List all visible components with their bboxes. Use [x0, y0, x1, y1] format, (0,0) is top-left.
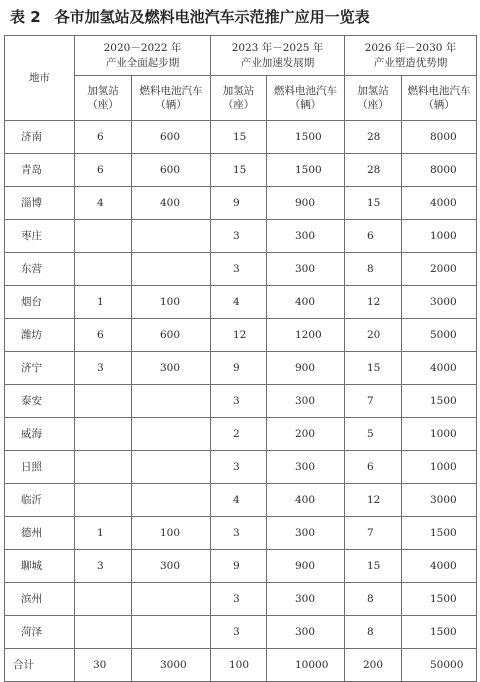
table-row	[5, 220, 477, 253]
vehicle-count-cell: 1500	[402, 517, 477, 550]
vehicle-count-cell: 400	[267, 286, 345, 319]
city-cell: 东营	[5, 253, 75, 286]
table-row	[5, 517, 477, 550]
station-count-cell: 28	[345, 121, 402, 154]
vehicle-count-cell: 4000	[402, 352, 477, 385]
station-count-cell: 6	[75, 154, 132, 187]
vehicle-count-cell: 1500	[267, 121, 345, 154]
vehicle-count-cell: 300	[267, 220, 345, 253]
station-count-cell: 15	[345, 352, 402, 385]
vehicle-count-cell: 600	[132, 154, 211, 187]
table-row	[5, 154, 477, 187]
vehicle-count-cell	[132, 583, 211, 616]
city-cell: 聊城	[5, 550, 75, 583]
table-body	[5, 121, 477, 682]
vehicle-count-cell: 600	[132, 319, 211, 352]
vehicle-count-cell: 200	[267, 418, 345, 451]
vehicle-count-cell: 300	[267, 616, 345, 649]
vehicle-count-cell: 1000	[402, 418, 477, 451]
station-count-cell: 3	[211, 451, 267, 484]
station-count-cell: 2	[211, 418, 267, 451]
vehicle-count-cell: 300	[267, 517, 345, 550]
table-row	[5, 451, 477, 484]
vehicle-count-cell: 300	[267, 253, 345, 286]
vehicle-count-cell: 400	[267, 484, 345, 517]
city-cell: 淄博	[5, 187, 75, 220]
station-count-cell: 3	[75, 550, 132, 583]
station-count-cell	[75, 418, 132, 451]
station-count-cell: 12	[345, 484, 402, 517]
station-column-header: 加氢站 （座）	[75, 76, 132, 121]
city-cell: 日照	[5, 451, 75, 484]
period-header	[345, 36, 477, 76]
period-phase: 产业塑造优势期	[373, 56, 448, 69]
city-cell: 德州	[5, 517, 75, 550]
vehicle-count-cell: 3000	[402, 484, 477, 517]
vehicle-column-header: 燃料电池汽车 （辆）	[402, 76, 477, 121]
table-caption	[10, 2, 370, 30]
city-cell: 威海	[5, 418, 75, 451]
station-count-cell: 8	[345, 583, 402, 616]
vehicle-count-cell	[132, 451, 211, 484]
period-years: 2023 年－2025 年	[231, 42, 324, 55]
city-cell: 枣庄	[5, 220, 75, 253]
city-cell: 滨州	[5, 583, 75, 616]
city-cell: 济宁	[5, 352, 75, 385]
vehicle-count-cell	[132, 418, 211, 451]
vehicle-column-header: 燃料电池汽车 （辆）	[132, 76, 211, 121]
table-row	[5, 616, 477, 649]
station-count-cell: 3	[211, 220, 267, 253]
subheader-row	[5, 76, 477, 121]
station-count-cell: 5	[345, 418, 402, 451]
vehicle-count-cell: 900	[267, 352, 345, 385]
vehicle-count-cell: 300	[132, 352, 211, 385]
vehicle-count-cell: 300	[267, 451, 345, 484]
vehicle-count-cell	[132, 385, 211, 418]
station-count-cell: 3	[211, 583, 267, 616]
period-header	[211, 36, 345, 76]
total-row	[5, 649, 477, 682]
period-years: 2020－2022 年	[103, 42, 182, 55]
vehicle-count-cell: 400	[132, 187, 211, 220]
vehicle-count-cell: 1000	[402, 220, 477, 253]
station-count-cell: 200	[345, 649, 402, 682]
station-count-cell: 9	[211, 550, 267, 583]
city-cell: 潍坊	[5, 319, 75, 352]
station-count-cell: 3	[211, 616, 267, 649]
vehicle-count-cell: 1500	[402, 583, 477, 616]
vehicle-count-cell: 5000	[402, 319, 477, 352]
station-count-cell: 3	[211, 385, 267, 418]
station-count-cell: 1	[75, 286, 132, 319]
table-row	[5, 484, 477, 517]
vehicle-count-cell: 300	[267, 583, 345, 616]
station-count-cell: 8	[345, 616, 402, 649]
vehicle-count-cell	[132, 220, 211, 253]
table-row	[5, 352, 477, 385]
station-count-cell: 3	[211, 517, 267, 550]
station-count-cell: 20	[345, 319, 402, 352]
vehicle-column-header: 燃料电池汽车 （辆）	[267, 76, 345, 121]
station-count-cell	[75, 616, 132, 649]
station-count-cell: 12	[345, 286, 402, 319]
vehicle-count-cell: 600	[132, 121, 211, 154]
station-count-cell	[75, 385, 132, 418]
station-count-cell: 15	[345, 187, 402, 220]
station-count-cell: 4	[75, 187, 132, 220]
station-count-cell: 4	[211, 286, 267, 319]
station-count-cell: 9	[211, 352, 267, 385]
table-row	[5, 583, 477, 616]
vehicle-count-cell: 3000	[132, 649, 211, 682]
station-count-cell	[75, 583, 132, 616]
vehicle-count-cell	[132, 484, 211, 517]
period-years: 2026 年－2030 年	[364, 42, 457, 55]
vehicle-count-cell: 1500	[402, 385, 477, 418]
city-cell: 菏泽	[5, 616, 75, 649]
vehicle-count-cell: 1500	[267, 154, 345, 187]
period-header	[75, 36, 211, 76]
vehicle-count-cell: 900	[267, 187, 345, 220]
station-count-cell: 6	[75, 121, 132, 154]
vehicle-count-cell: 8000	[402, 121, 477, 154]
station-count-cell: 15	[211, 154, 267, 187]
station-count-cell: 7	[345, 517, 402, 550]
station-count-cell: 9	[211, 187, 267, 220]
vehicle-count-cell: 1500	[402, 616, 477, 649]
vehicle-count-cell: 1000	[402, 451, 477, 484]
table-row	[5, 286, 477, 319]
station-count-cell: 3	[75, 352, 132, 385]
city-column-header: 地市	[5, 36, 75, 121]
city-cell: 烟台	[5, 286, 75, 319]
caption-label: 表 2	[10, 7, 41, 26]
vehicle-count-cell: 8000	[402, 154, 477, 187]
vehicle-count-cell: 1200	[267, 319, 345, 352]
vehicle-count-cell: 100	[132, 517, 211, 550]
table-row	[5, 550, 477, 583]
table-row	[5, 253, 477, 286]
city-cell: 青岛	[5, 154, 75, 187]
vehicle-count-cell: 100	[132, 286, 211, 319]
city-cell: 临沂	[5, 484, 75, 517]
city-cell: 济南	[5, 121, 75, 154]
station-count-cell: 6	[345, 220, 402, 253]
table-row	[5, 418, 477, 451]
vehicle-count-cell: 300	[132, 550, 211, 583]
vehicle-count-cell: 4000	[402, 187, 477, 220]
station-count-cell	[75, 484, 132, 517]
station-count-cell: 1	[75, 517, 132, 550]
vehicle-count-cell: 3000	[402, 286, 477, 319]
demonstration-table	[4, 35, 477, 682]
table-row	[5, 319, 477, 352]
station-count-cell: 6	[345, 451, 402, 484]
table-row	[5, 187, 477, 220]
station-count-cell: 28	[345, 154, 402, 187]
station-count-cell: 8	[345, 253, 402, 286]
table-row	[5, 385, 477, 418]
station-column-header: 加氢站 （座）	[345, 76, 402, 121]
city-cell: 泰安	[5, 385, 75, 418]
station-count-cell: 3	[211, 253, 267, 286]
table-row	[5, 121, 477, 154]
vehicle-count-cell: 300	[267, 385, 345, 418]
station-count-cell: 15	[345, 550, 402, 583]
vehicle-count-cell: 50000	[402, 649, 477, 682]
period-phase: 产业加速发展期	[240, 56, 315, 69]
station-count-cell	[75, 220, 132, 253]
city-cell: 合计	[5, 649, 75, 682]
station-column-header: 加氢站 （座）	[211, 76, 267, 121]
table-header	[5, 36, 477, 121]
period-phase: 产业全面起步期	[105, 56, 180, 69]
station-count-cell: 15	[211, 121, 267, 154]
caption-title: 各市加氢站及燃料电池汽车示范推广应用一览表	[54, 7, 370, 26]
vehicle-count-cell: 4000	[402, 550, 477, 583]
vehicle-count-cell: 10000	[267, 649, 345, 682]
station-count-cell: 4	[211, 484, 267, 517]
vehicle-count-cell	[132, 253, 211, 286]
vehicle-count-cell: 2000	[402, 253, 477, 286]
station-count-cell: 6	[75, 319, 132, 352]
station-count-cell	[75, 253, 132, 286]
station-count-cell	[75, 451, 132, 484]
station-count-cell: 12	[211, 319, 267, 352]
station-count-cell: 7	[345, 385, 402, 418]
vehicle-count-cell: 900	[267, 550, 345, 583]
station-count-cell: 100	[211, 649, 267, 682]
vehicle-count-cell	[132, 616, 211, 649]
station-count-cell: 30	[75, 649, 132, 682]
